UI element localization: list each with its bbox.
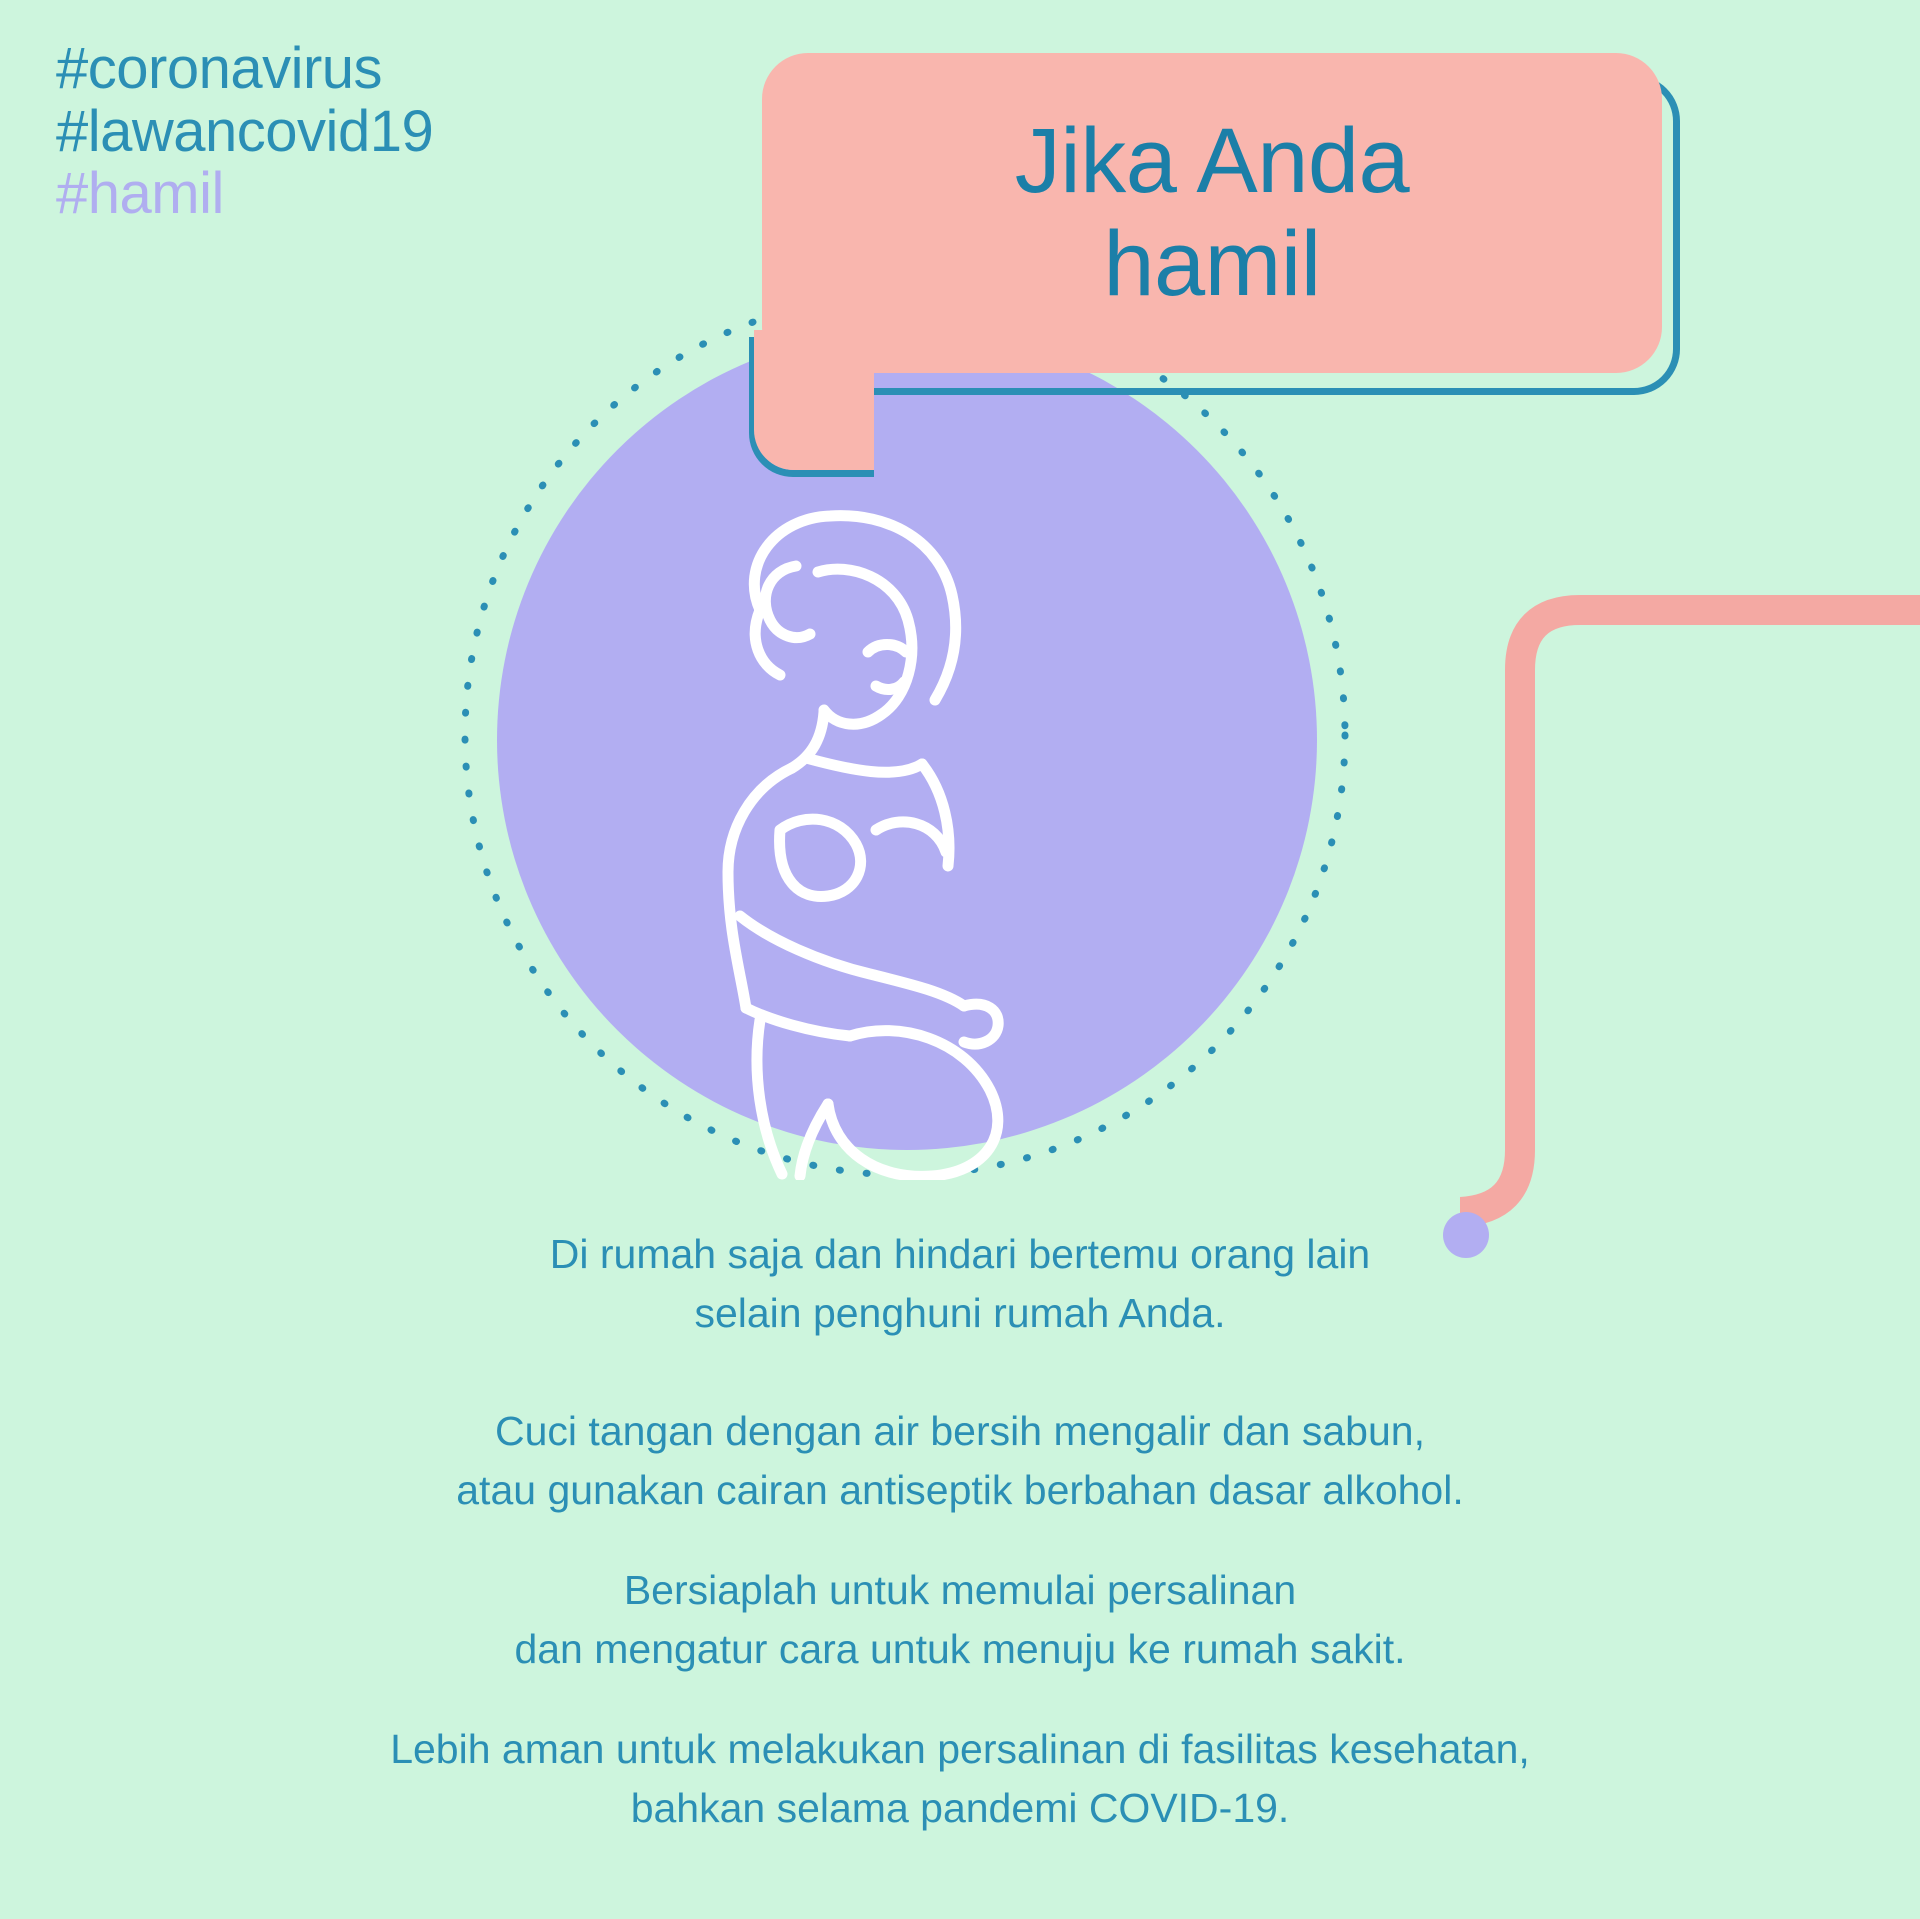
tip-3-line-1: Bersiaplah untuk memulai persalinan (623, 1566, 1297, 1613)
tip-2-line-1: Cuci tangan dengan air bersih mengalir dan sabun, (495, 1407, 1425, 1454)
tip-4-line-1: Lebih aman untuk melakukan persalinan di fasilitas kesehatan, (390, 1725, 1530, 1772)
hashtag-coronavirus: #coronavirus (56, 36, 383, 101)
hashtag-lawancovid19: #lawancovid19 (56, 98, 434, 164)
hashtag-hamil: #hamil (56, 161, 224, 227)
tip-item-1 (210, 1225, 1710, 1344)
tip-item-4 (210, 1720, 1710, 1839)
pink-elbow-line (1460, 590, 1920, 1250)
bubble-line-2: hamil (1103, 213, 1321, 315)
tip-1-line-1: Di rumah saja dan hindari bertemu orang lain (549, 1231, 1371, 1277)
bubble-line-1: Jika Anda (1014, 109, 1410, 212)
tip-2-line-2: atau gunakan cairan antiseptik berbahan dasar alkohol. (456, 1467, 1464, 1514)
pregnant-woman-icon (700, 500, 1120, 1180)
speech-bubble-text (762, 53, 1662, 373)
tip-4-line-2: bahkan selama pandemi COVID-19. (630, 1785, 1290, 1832)
tips-list (0, 1225, 1920, 1839)
tip-3-line-2: dan mengatur cara untuk menuju ke rumah sakit. (514, 1626, 1406, 1673)
tip-item-3 (210, 1561, 1710, 1680)
tip-1-line-2: selain penghuni rumah Anda. (694, 1290, 1226, 1337)
hashtag-group (56, 38, 433, 226)
tip-item-2 (210, 1402, 1710, 1521)
